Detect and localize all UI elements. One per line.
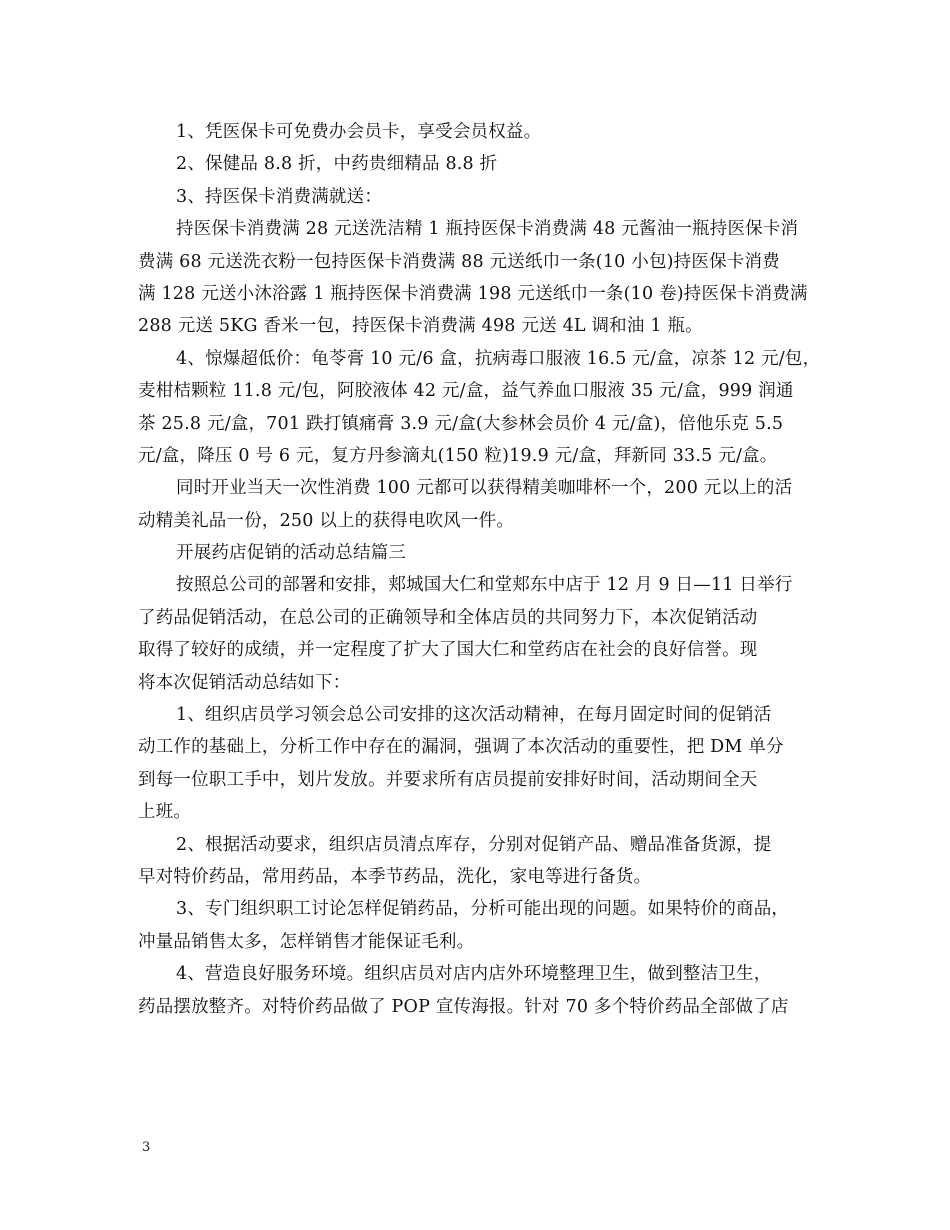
paragraph-line: 动精美礼品一份，250 以上的获得电吹风一件。	[138, 510, 515, 531]
paragraph-line: 3、专门组织职工讨论怎样促销药品，分析可能出现的问题。如果特价的商品，	[176, 899, 790, 920]
paragraph-line: 上班。	[138, 802, 192, 823]
paragraph-line: 麦柑桔颗粒 11.8 元/包，阿胶液体 42 元/盒，益气养血口服液 35 元/盒，999 润通	[138, 381, 794, 402]
paragraph-line: 1、凭医保卡可免费办会员卡，享受会员权益。	[176, 122, 542, 142]
paragraph-line: 茶 25.8 元/盒，701 跌打镇痛膏 3.9 元/盒(大参林会员价 4 元/盒)，倍他乐克 5.5	[138, 413, 784, 434]
paragraph-line: 持医保卡消费满 28 元送洗洁精 1 瓶持医保卡消费满 48 元酱油一瓶持医保卡消	[176, 219, 799, 240]
paragraph-line: 药品摆放整齐。对特价药品做了 POP 宣传海报。针对 70 多个特价药品全部做了店	[138, 996, 789, 1017]
paragraph-line: 2、保健品 8.8 折，中药贵细精品 8.8 折	[176, 154, 498, 175]
paragraph-line: 取得了较好的成绩，并一定程度了扩大了国大仁和堂药店在社会的良好信誉。现	[138, 640, 758, 661]
paragraph-line: 同时开业当天一次性消费 100 元都可以获得精美咖啡杯一个，200 元以上的活	[176, 478, 793, 499]
paragraph-line: 早对特价药品，常用药品，本季节药品，洗化，家电等进行备货。	[138, 866, 652, 887]
document-body	[138, 116, 820, 1023]
paragraph-line: 费满 68 元送洗衣粉一包持医保卡消费满 88 元送纸巾一条(10 小包)持医保卡消费	[138, 251, 780, 272]
paragraph-line: 1、组织店员学习领会总公司安排的这次活动精神，在每月固定时间的促销活	[176, 705, 772, 726]
paragraph-line: 288 元送 5KG 香米一包，持医保卡消费满 498 元送 4L 调和油 1 瓶。	[138, 316, 703, 337]
paragraph-line: 满 128 元送小沐浴露 1 瓶持医保卡消费满 198 元送纸巾一条(10 卷)持医保卡消费满	[138, 283, 808, 304]
paragraph-line: 2、根据活动要求，组织店员清点库存，分别对促销产品、赠品准备货源，提	[176, 834, 772, 855]
paragraph-line: 到每一位职工手中，划片发放。并要求所有店员提前安排好时间，活动期间全天	[138, 769, 758, 790]
section-heading: 开展药店促销的活动总结篇三	[176, 543, 407, 564]
paragraph-line: 4、营造良好服务环境。组织店员对店内店外环境整理卫生，做到整洁卫生，	[176, 964, 772, 985]
paragraph-line: 按照总公司的部署和安排，郏城国大仁和堂郏东中店于 12 月 9 日—11 日举行	[176, 575, 793, 596]
paragraph-line: 动工作的基础上，分析工作中存在的漏洞，强调了本次活动的重要性，把 DM 单分	[138, 737, 784, 758]
paragraph-line: 3、持医保卡消费满就送：	[176, 186, 383, 207]
paragraph-line: 元/盒，降压 0 号 6 元，复方丹参滴丸(150 粒)19.9 元/盒，拜新同 33.5 元/盒。	[138, 445, 778, 466]
paragraph-line: 4、惊爆超低价：龟苓膏 10 元/6 盒，抗病毒口服液 16.5 元/盒，凉茶 12 元/包，	[176, 348, 821, 369]
paragraph-line: 冲量品销售太多，怎样销售才能保证毛利。	[138, 931, 475, 952]
paragraph-line: 将本次促销活动总结如下：	[138, 672, 351, 693]
paragraph-line: 了药品促销活动，在总公司的正确领导和全体店员的共同努力下，本次促销活动	[138, 607, 758, 628]
page-number: 3	[142, 1140, 151, 1155]
